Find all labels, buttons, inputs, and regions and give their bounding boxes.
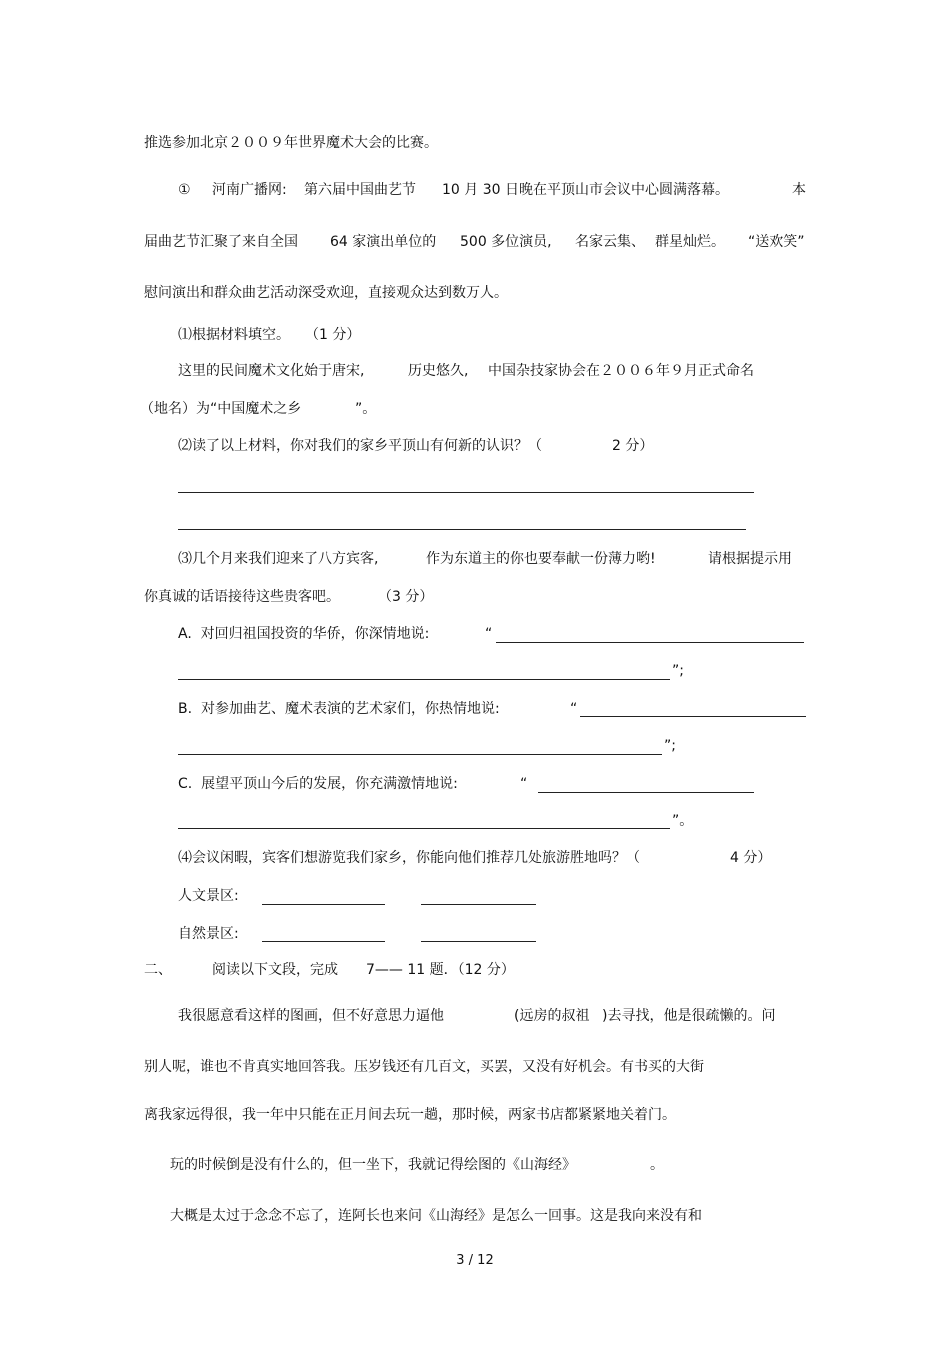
q1-sentence-b: 历史悠久, — [408, 363, 469, 379]
bullet-marker: ① — [178, 182, 191, 198]
quote-close: ”。 — [672, 813, 694, 829]
q3-a-answer-line-1[interactable] — [496, 642, 804, 643]
reading-line-1b: (远房的叔祖 — [514, 1008, 590, 1024]
q3-a-answer-line-2[interactable] — [178, 679, 670, 680]
q1-sentence-d: （地名）为“中国魔术之乡 — [140, 401, 302, 417]
q3-b-answer-line-2[interactable] — [178, 754, 662, 755]
q4-natural-blank-2[interactable] — [421, 941, 536, 942]
q3-item-a: A. 对回归祖国投资的华侨，你深情地说: — [178, 626, 430, 642]
q3-score: （3 分） — [378, 589, 434, 605]
q4-cultural-blank-2[interactable] — [421, 904, 536, 905]
q3-item-b: B. 对参加曲艺、魔术表演的艺术家们，你热情地说: — [178, 701, 500, 717]
news-line3: 慰问演出和群众曲艺活动深受欢迎，直接观众达到数万人。 — [144, 285, 508, 301]
q4-natural-blank-1[interactable] — [262, 941, 385, 942]
q1-sentence-a: 这里的民间魔术文化始于唐宋, — [178, 363, 365, 379]
q4-cultural-label: 人文景区: — [178, 888, 239, 904]
q3-prompt-c: 请根据提示用 — [708, 551, 792, 567]
q2-answer-line-2[interactable] — [178, 529, 746, 530]
quote-close: ”; — [664, 738, 676, 754]
quote-open: “ — [485, 626, 493, 642]
news-event: 第六届中国曲艺节 — [304, 182, 416, 198]
q3-prompt-d: 你真诚的话语接待这些贵客吧。 — [144, 589, 340, 605]
reading-line-1c: )去寻找，他是很疏懒的。问 — [602, 1008, 776, 1024]
q1-sentence-e: ”。 — [355, 401, 377, 417]
news-line2-a: 届曲艺节汇聚了来自全国 — [144, 234, 298, 250]
news-tail: 本 — [792, 182, 806, 198]
quote-open: “ — [520, 776, 528, 792]
q3-prompt-b: 作为东道主的你也要奉献一份薄力哟! — [426, 551, 656, 567]
q4-question: ⑷会议闲暇，宾客们想游览我们家乡，你能向他们推荐几处旅游胜地吗？（ — [178, 850, 640, 866]
q2-answer-line-1[interactable] — [178, 492, 754, 493]
q1-sentence-c: 中国杂技家协会在２００６年９月正式命名 — [488, 363, 754, 379]
quote-close: ”; — [672, 663, 684, 679]
q3-prompt-a: ⑶几个月来我们迎来了八方宾客, — [178, 551, 379, 567]
reading-line-1a: 我很愿意看这样的图画，但不好意思力逼他 — [178, 1008, 444, 1024]
news-line2-c: 500 多位演员, — [460, 234, 552, 250]
section-number: 二、 — [144, 962, 172, 978]
q1-score: （1 分） — [305, 327, 361, 343]
reading-line-4b: 。 — [650, 1157, 664, 1173]
q3-c-answer-line-1[interactable] — [538, 792, 754, 793]
q3-c-answer-line-2[interactable] — [178, 828, 670, 829]
news-line2-d: 名家云集、 — [575, 234, 645, 250]
reading-line-3: 离我家远得很，我一年中只能在正月间去玩一趟，那时候，两家书店都紧紧地关着门。 — [144, 1107, 676, 1123]
news-line2-f: “送欢笑” — [748, 234, 805, 250]
q3-item-c: C. 展望平顶山今后的发展，你充满激情地说: — [178, 776, 458, 792]
q4-score: 4 分） — [730, 850, 772, 866]
q4-cultural-blank-1[interactable] — [262, 904, 385, 905]
section-range: 7—— 11 题．（12 分） — [366, 962, 515, 978]
news-line2-e: 群星灿烂。 — [655, 234, 725, 250]
quote-open: “ — [570, 701, 578, 717]
text-line: 推选参加北京２００９年世界魔术大会的比赛。 — [144, 135, 438, 151]
reading-line-4a: 玩的时候倒是没有什么的，但一坐下，我就记得绘图的《山海经》 — [170, 1157, 576, 1173]
page-number: 3 / 12 — [456, 1253, 494, 1268]
news-date: 10 月 30 日晚在平顶山市会议中心圆满落幕。 — [442, 182, 729, 198]
reading-line-5: 大概是太过于念念不忘了，连阿长也来问《山海经》是怎么一回事。这是我向来没有和 — [170, 1208, 702, 1224]
q3-b-answer-line-1[interactable] — [580, 716, 806, 717]
q2-question: ⑵读了以上材料，你对我们的家乡平顶山有何新的认识？（ — [178, 438, 542, 454]
news-line2-b: 64 家演出单位的 — [330, 234, 437, 250]
section-title: 阅读以下文段，完成 — [212, 962, 338, 978]
news-source: 河南广播网: — [212, 182, 287, 198]
reading-line-2: 别人呢，谁也不肯真实地回答我。压岁钱还有几百文，买罢，又没有好机会。有书买的大街 — [144, 1059, 704, 1075]
q1-label: ⑴根据材料填空。 — [178, 327, 290, 343]
q2-score: 2 分） — [612, 438, 654, 454]
q4-natural-label: 自然景区: — [178, 926, 239, 942]
